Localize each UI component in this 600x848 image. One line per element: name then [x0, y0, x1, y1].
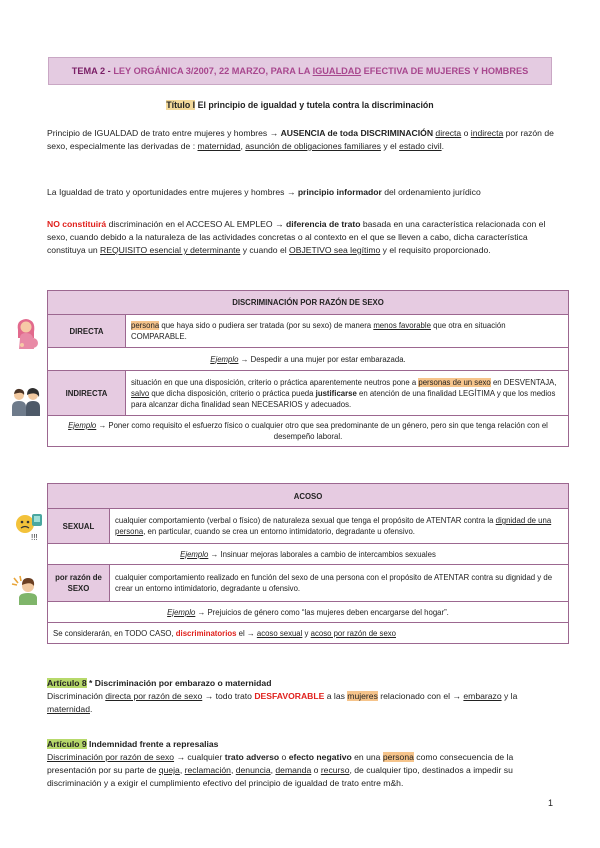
harassment-table	[47, 483, 569, 644]
indirecta-definition: situación en que una disposición, criterio o práctica aparentemente neutros pone a personas de un sexo en DESVENTAJA, salvo que dicha disposición, criterio o práctica pueda justificarse en atención de una finalidad LEGÍTIMA y que los medios para alcanzar dicha finalidad sean NECESARIOS y adecuados.	[126, 371, 569, 416]
page-number: 1	[548, 798, 554, 808]
title-part2: EFECTIVA DE MUJERES Y HOMBRES	[363, 66, 529, 76]
example-row: Ejemplo → Poner como requisito el esfuerzo físico o cualquier otro que sea predominante de un género, pero sin que tenga relación con el desempeño laboral.	[48, 416, 569, 447]
table-header: ACOSO	[48, 484, 569, 509]
svg-text:!!!: !!!	[31, 533, 38, 542]
article-8-body: Discriminación directa por razón de sexo → todo trato DESFAVORABLE a las mujeres relacionado con el → embarazo y la maternidad.	[47, 691, 518, 714]
titulo-text: El principio de igualdad y tutela contra la discriminación	[197, 100, 434, 110]
sexual-definition: cualquier comportamiento (verbal o físico) de naturaleza sexual que tenga el propósito de ATENTAR contra la dignidad de una persona, en particular, cuando se crea un entorno intimidatorio, degradante u ofensivo.	[110, 509, 569, 544]
example-row: Ejemplo → Prejuicios de género como “las mujeres deben encargarse del hogar”.	[48, 602, 569, 623]
indirecta-label: INDIRECTA	[48, 371, 126, 416]
example-row: Ejemplo → Insinuar mejoras laborales a cambio de intercambios sexuales	[48, 544, 569, 565]
document-title	[48, 57, 552, 85]
pregnant-woman-icon	[14, 316, 40, 350]
directa-label: DIRECTA	[48, 315, 126, 348]
article-8	[47, 677, 557, 716]
title-part1: LEY ORGÁNICA 3/2007, 22 MARZO, PARA LA	[113, 66, 311, 76]
sexual-label: SEXUAL	[48, 509, 110, 544]
paragraph-principio: La Igualdad de trato y oportunidades entre mujeres y hombres → principio informador del ordenamiento jurídico	[47, 187, 481, 197]
table-footer: Se considerarán, en TODO CASO, discriminatorios el → acoso sexual y acoso por razón de sexo	[48, 623, 569, 644]
harassment-icon	[14, 510, 44, 542]
stressed-person-icon	[10, 574, 42, 606]
directa-definition: persona que haya sido o pudiera ser tratada (por su sexo) de manera menos favorable que otra en situación COMPARABLE.	[126, 315, 569, 348]
example-row: Ejemplo → Despedir a una mujer por estar embarazada.	[48, 348, 569, 371]
paragraph-igualdad: Principio de IGUALDAD de trato entre mujeres y hombres → AUSENCIA de toda DISCRIMINACIÓN directa o indirecta por razón de sexo, especialmente las derivadas de : maternidad, asunción de obligaciones familiares y el estado civil.	[47, 128, 554, 151]
article-9	[47, 738, 557, 790]
people-group-icon	[10, 386, 42, 418]
tema-label: TEMA 2 -	[71, 66, 111, 76]
discrimination-table	[47, 290, 569, 447]
article-8-heading: Artículo 8 * Discriminación por embarazo o maternidad	[47, 678, 272, 688]
razon-sexo-definition: cualquier comportamiento realizado en función del sexo de una persona con el propósito de ATENTAR contra su dignidad y de crear un entorno intimidatorio, degradante u ofensivo.	[110, 565, 569, 602]
title-underlined: IGUALDAD	[312, 66, 362, 76]
article-9-heading: Artículo 9 Indemnidad frente a represalias	[47, 739, 219, 749]
table-header: DISCRIMINACIÓN POR RAZÓN DE SEXO	[48, 291, 569, 315]
article-9-body: Discriminación por razón de sexo → cualquier trato adverso o efecto negativo en una persona como consecuencia de la presentación por su parte de queja, reclamación, denuncia, demanda o recurso, de cualquier tipo, destinados a impedir su discriminación y a exigir el cumplimiento efectivo del principio de igualdad de trato entre m&h.	[47, 752, 514, 788]
paragraph-no-constituira: NO constituirá discriminación en el ACCESO AL EMPLEO → diferencia de trato basada en una característica relacionada con el sexo, cuando debido a la naturaleza de las actividades concretas o al contexto en el que se lleven a cabo, dicha característica constituya un REQUISITO esencial y determinante y cuando el OBJETIVO sea legítimo y el requisito proporcionado.	[47, 219, 546, 255]
section-title	[0, 100, 600, 110]
razon-sexo-label: por razón de SEXO	[48, 565, 110, 602]
titulo-label: Título I	[166, 100, 196, 110]
